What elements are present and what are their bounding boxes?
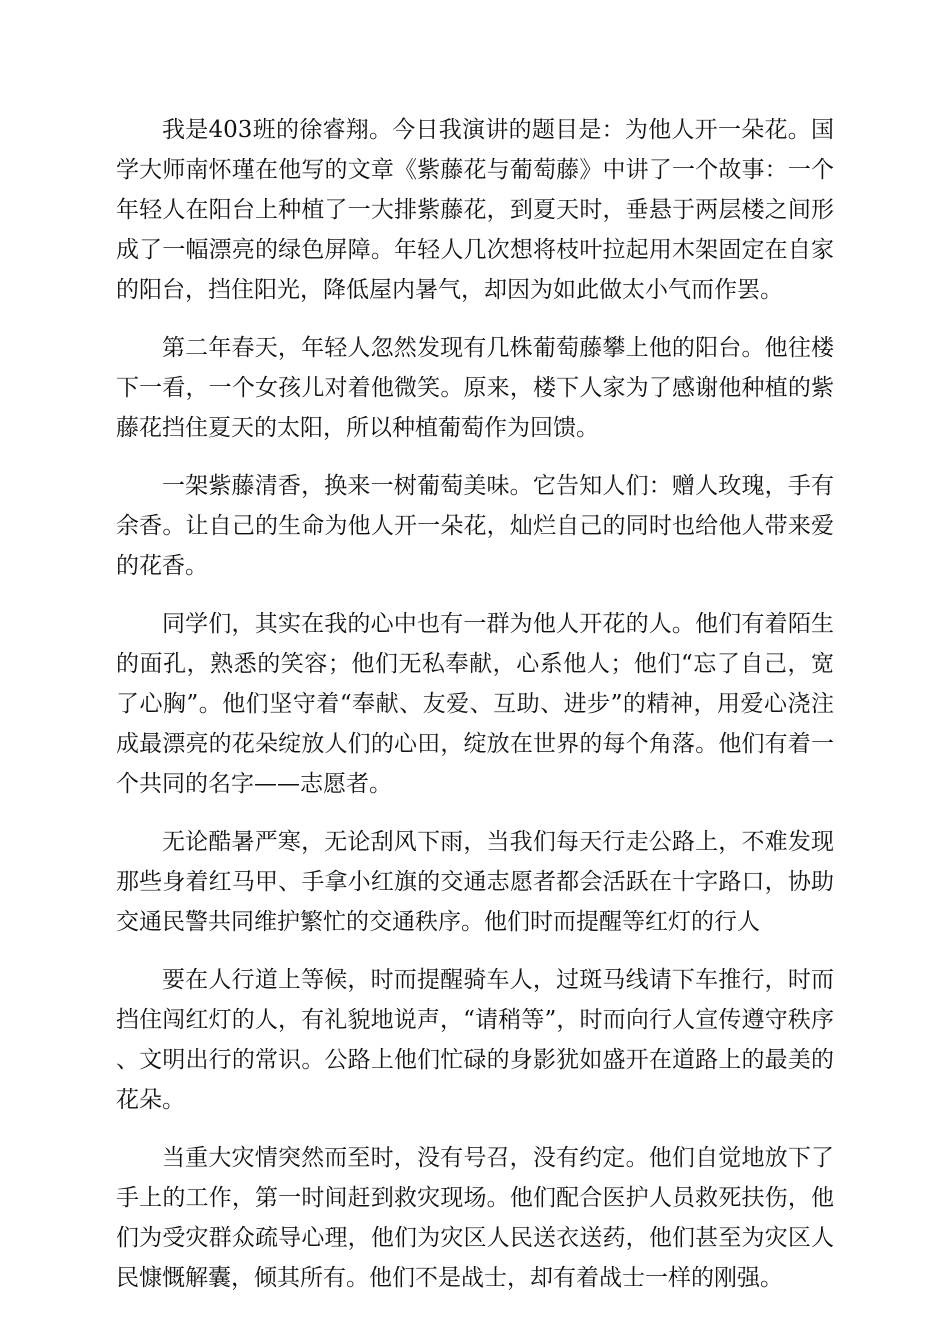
paragraph-3: 一架紫藤清香，换来一树葡萄美味。它告知人们：赠人玫瑰，手有余香。让自己的生命为他人开一朵花，灿烂自己的同时也给他人带来爱的花香。	[116, 473, 834, 579]
paragraph-7: 当重大灾情突然而至时，没有号召，没有约定。他们自觉地放下了手上的工作，第一时间赶到救灾现场。他们配合医护人员救死扶伤，他们为受灾群众疏导心理，他们为灾区人民送衣送药，他们甚至为灾区人民慷慨解囊，倾其所有。他们不是战士，却有着战士一样的刚强。	[116, 1145, 834, 1291]
paragraph-4: 同学们，其实在我的心中也有一群为他人开花的人。他们有着陌生的面孔，熟悉的笑容；他们无私奉献，心系他人；他们“忘了自己，宽了心胸”。他们坚守着“奉献、友爱、互助、进步”的精神，用爱心浇注成最漂亮的花朵绽放人们的心田，绽放在世界的每个角落。他们有着一个共同的名字——志愿者。	[116, 611, 834, 797]
paragraph-2: 第二年春天，年轻人忽然发现有几株葡萄藤攀上他的阳台。他往楼下一看，一个女孩儿对着他微笑。原来，楼下人家为了感谢他种植的紫藤花挡住夏天的太阳，所以种植葡萄作为回馈。	[116, 335, 834, 441]
paragraph-1: 我是403班的徐睿翔。今日我演讲的题目是：为他人开一朵花。国学大师南怀瑾在他写的文章《紫藤花与葡萄藤》中讲了一个故事：一个年轻人在阳台上种植了一大排紫藤花，到夏天时，垂悬于两层楼之间形成了一幅漂亮的绿色屏障。年轻人几次想将枝叶拉起用木架固定在自家的阳台，挡住阳光，降低屋内暑气，却因为如此做太小气而作罢。	[116, 117, 834, 303]
paragraph-5: 无论酷暑严寒，无论刮风下雨，当我们每天行走公路上，不难发现那些身着红马甲、手拿小红旗的交通志愿者都会活跃在十字路口，协助交通民警共同维护繁忙的交通秩序。他们时而提醒等红灯的行人	[116, 829, 834, 935]
document-page	[116, 110, 834, 1316]
paragraph-6: 要在人行道上等候，时而提醒骑车人，过斑马线请下车推行，时而挡住闯红灯的人，有礼貌地说声，“请稍等”，时而向行人宣传遵守秩序、文明出行的常识。公路上他们忙碌的身影犹如盛开在道路上的最美的花朵。	[116, 967, 834, 1113]
